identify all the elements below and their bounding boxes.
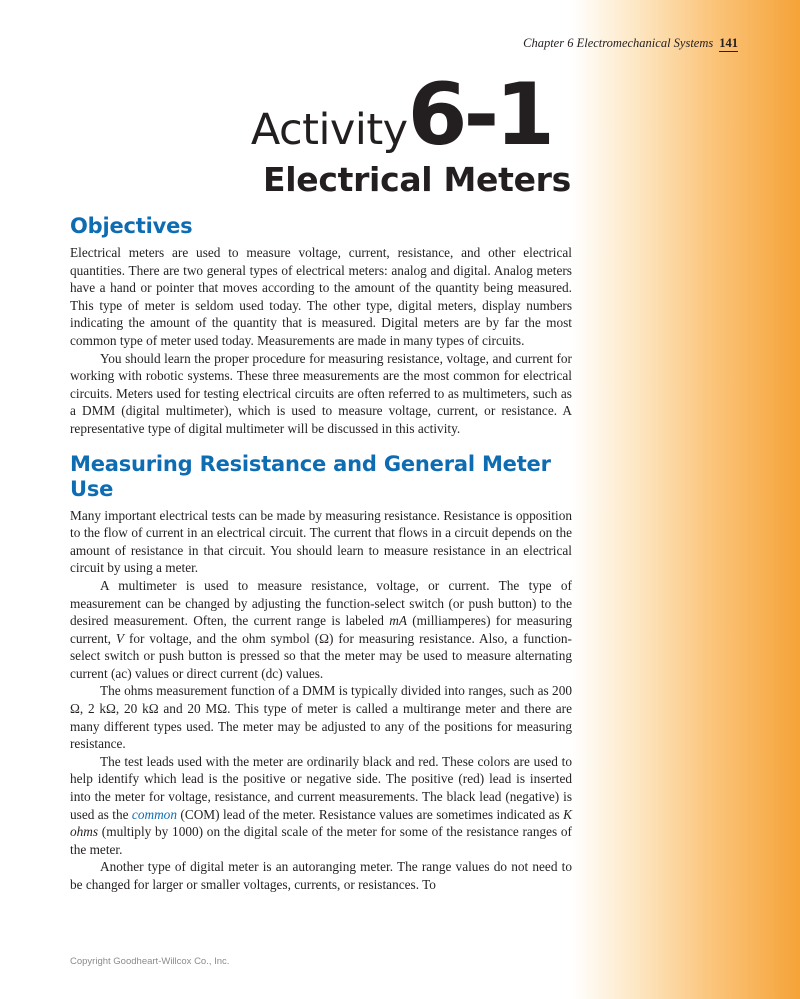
page-title: Electrical Meters — [263, 160, 571, 199]
main-content — [70, 214, 572, 894]
italic-term: mA — [389, 613, 407, 629]
resistance-heading: Measuring Resistance and General Meter Use — [70, 451, 551, 501]
decorative-side-band — [572, 0, 800, 999]
text-run: A multimeter is used to measure resistance, voltage, or current. The type of measurement can be changed by adjusting the function-select switch (or push button) to the desired measurement. Often, the current range is labeled — [70, 577, 572, 629]
resistance-paragraph-4 — [70, 753, 572, 859]
copyright-footer: Copyright Goodheart-Willcox Co., Inc. — [70, 956, 230, 967]
resistance-paragraph-3: The ohms measurement function of a DMM is typically divided into ranges, such as 200 Ω, 2 kΩ, 20 kΩ and 20 MΩ. This type of meter is called a multirange meter and there are many different types used. The meter may be adjusted to any of the positions for measuring resistance. — [70, 683, 572, 752]
activity-word: Activity — [250, 105, 408, 155]
italic-term: K ohms — [70, 806, 572, 840]
resistance-paragraph-5: Another type of digital meter is an autoranging meter. The range values do not need to be changed for larger or smaller voltages, currents, or resistances. To — [70, 859, 572, 892]
activity-label — [250, 65, 551, 165]
text-run: (COM) lead of the meter. Resistance values are sometimes indicated as — [176, 806, 564, 822]
running-header — [523, 36, 738, 51]
objectives-paragraph-2: You should learn the proper procedure for measuring resistance, voltage, and current for working with robotic systems. These three measurements are the most common for electrical circuits. Meters used for testing electrical circuits are often referred to as multimeters, such as a DMM (digital multimeter), which is used to measure voltage, current, or resistance. A representative type of digital multimeter will be discussed in this activity. — [70, 350, 572, 436]
resistance-paragraph-2 — [70, 577, 572, 683]
text-run: The test leads used with the meter are ordinarily black and red. These colors are used to help identify which lead is the positive or negative side. The positive (red) lead is inserted into the meter for voltage, resistance, and current measurements. The black lead (negative) is used as the — [70, 753, 572, 822]
resistance-paragraph-1: Many important electrical tests can be made by measuring resistance. Resistance is opposition to the flow of current in an electrical circuit. The current that flows in a circuit depends on the amount of resistance in that circuit. You should learn to measure resistance in an electrical circuit by using a meter. — [70, 507, 572, 576]
glossary-term: common — [131, 806, 177, 822]
activity-number: 6-1 — [407, 65, 551, 165]
italic-term: V — [115, 630, 125, 646]
objectives-paragraph-1: Electrical meters are used to measure voltage, current, resistance, and other electrical quantities. There are two general types of electrical meters: analog and digital. Analog meters have a hand or pointer that moves according to the amount of the quantity being measured. This type of meter is seldom used today. The other type, digital meters, display numbers indicating the amount of the quantity that is measured. Digital meters are by far the most common type of meter used today. Measurements are made in many types of circuits. — [70, 245, 572, 348]
text-run: (multiply by 1000) on the digital scale of the meter for some of the resistance ranges of the meter. — [70, 824, 572, 857]
chapter-title: Chapter 6 Electromechanical Systems — [523, 36, 714, 50]
page-number: 141 — [719, 36, 738, 50]
objectives-heading: Objectives — [70, 214, 193, 238]
text-run: (milliamperes) for measuring current, — [70, 613, 572, 646]
text-run: for voltage, and the ohm symbol (Ω) for measuring resistance. Also, a function-select switch or push button is pressed so that the meter may be used to measure alternating current (ac) values or direct current (dc) values. — [70, 630, 572, 681]
